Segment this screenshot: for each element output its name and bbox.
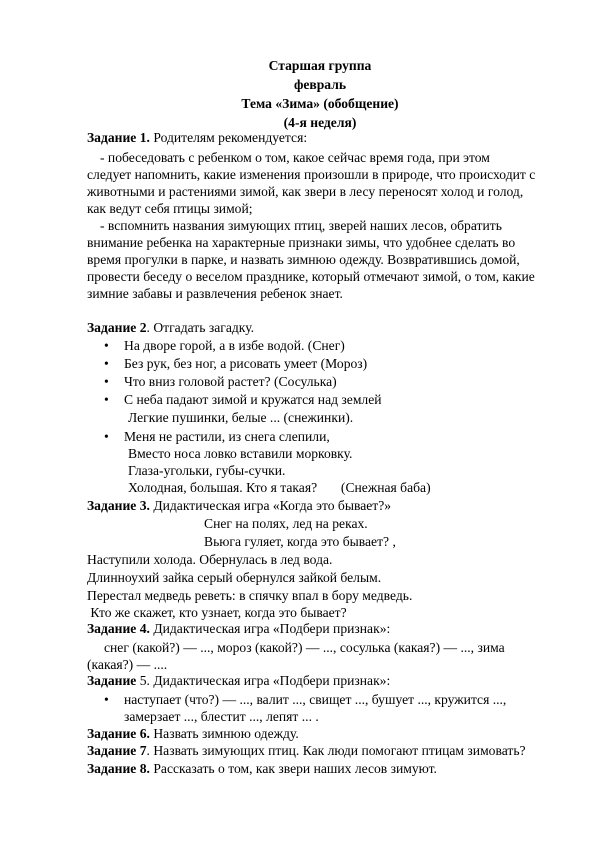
bullet-icon: • (104, 692, 109, 707)
doc-month: февраль (293, 77, 347, 92)
task4-heading (87, 621, 390, 637)
riddle-line: Глаза-угольки, губы-сучки. (128, 463, 286, 478)
task5-heading (87, 673, 390, 689)
task7-label: Задание 7 (87, 743, 147, 758)
poem-line: Перестал медведь реветь: в спячку впал в бору медведь. (87, 588, 413, 603)
task3-rest: Дидактическая игра «Когда это бывает?» (153, 498, 392, 513)
riddle-item: На дворе горой, а в избе водой. (Снег) (124, 338, 345, 353)
task7-heading (87, 743, 526, 759)
task8-label: Задание 8. (87, 761, 150, 776)
riddle-item: Без рук, без ног, а рисовать умеет (Мороз) (124, 356, 368, 371)
riddle-line: Холодная, большая. Кто я такая? (Снежная баба) (128, 480, 431, 495)
task3-heading (87, 498, 391, 514)
task3-label: Задание 3. (87, 498, 150, 513)
poem-line: Длинноухий зайка серый обернулся зайкой белым. (87, 570, 382, 585)
task1-line: - вспомнить названия зимующих птиц, зверей наших лесов, обратить (100, 218, 502, 233)
task2-rest: . Отгадать загадку. (146, 320, 255, 335)
task6-heading (87, 726, 299, 742)
task2-label: Задание 2 (87, 320, 147, 335)
task8-heading (87, 761, 437, 777)
task8-rest: Рассказать о том, как звери наших лесов зимуют. (153, 761, 437, 776)
task1-line: провести беседу о веселом празднике, который отмечают зимой, о том, какие (87, 269, 535, 284)
task6-rest: Назвать зимнюю одежду. (153, 726, 299, 741)
riddle-line: Легкие пушинки, белые ... (снежинки). (128, 410, 354, 425)
task1-line: - побеседовать с ребенком о том, какое сейчас время года, при этом (100, 150, 490, 165)
riddle-item: Меня не растили, из снега слепили, (124, 429, 330, 444)
task1-line: время прогулки в парке, и назвать зимнюю одежду. Возвратившись домой, (87, 252, 520, 267)
task4-line: (какая?) — .... (87, 657, 168, 672)
task5-label: Задание (87, 673, 137, 688)
task1-line: животными и растениями зимой, как звери в лесу переносят холод и голод, (87, 184, 524, 199)
poem-line: Снег на полях, лед на реках. (204, 516, 368, 531)
task4-rest: Дидактическая игра «Подбери признак»: (153, 621, 391, 636)
task2-heading (87, 320, 254, 336)
task4-label: Задание 4. (87, 621, 150, 636)
task1-line: зимние забавы и развлечения ребенок знает. (87, 286, 343, 301)
bullet-icon: • (104, 374, 109, 389)
task1-line: внимание ребенка на характерные признаки зимы, что удобнее сделать во (87, 235, 516, 250)
riddle-item: Что вниз головой растет? (Сосулька) (124, 374, 337, 389)
bullet-icon: • (104, 392, 109, 407)
task1-label: Задание 1. (87, 130, 150, 145)
task1-heading (87, 130, 307, 146)
doc-week: (4-я неделя) (283, 115, 357, 130)
poem-line: Кто же скажет, кто узнает, когда это бывает? (87, 605, 347, 620)
poem-line: Вьюга гуляет, когда это бывает? , (204, 534, 396, 549)
task5-line: наступает (что?) — ..., валит ..., свищет ..., бушует ..., кружится ..., (124, 692, 507, 707)
task5-line: замерзает ..., блестит ..., лепят ... . (124, 709, 319, 724)
task1-line: как ведут себя птицы зимой; (87, 201, 253, 216)
poem-line: Наступили холода. Обернулась в лед вода. (87, 552, 333, 567)
doc-group: Старшая группа (268, 58, 372, 73)
task4-line: снег (какой?) — ..., мороз (какой?) — ..., сосулька (какая?) — ..., зима (104, 640, 505, 655)
task7-rest: . Назвать зимующих птиц. Как люди помогают птицам зимовать? (146, 743, 526, 758)
bullet-icon: • (104, 338, 109, 353)
task1-intro: Родителям рекомендуется: (153, 130, 308, 145)
doc-topic: Тема «Зима» (обобщение) (241, 96, 399, 111)
riddle-item: С неба падают зимой и кружатся над землей (124, 392, 382, 407)
riddle-line: Вместо носа ловко вставили морковку. (128, 446, 353, 461)
task6-label: Задание 6. (87, 726, 150, 741)
bullet-icon: • (104, 356, 109, 371)
task5-rest: 5. Дидактическая игра «Подбери признак»: (136, 673, 391, 688)
bullet-icon: • (104, 429, 109, 444)
task1-line: следует напомнить, какие изменения произошли в природе, что происходит с (87, 167, 536, 182)
